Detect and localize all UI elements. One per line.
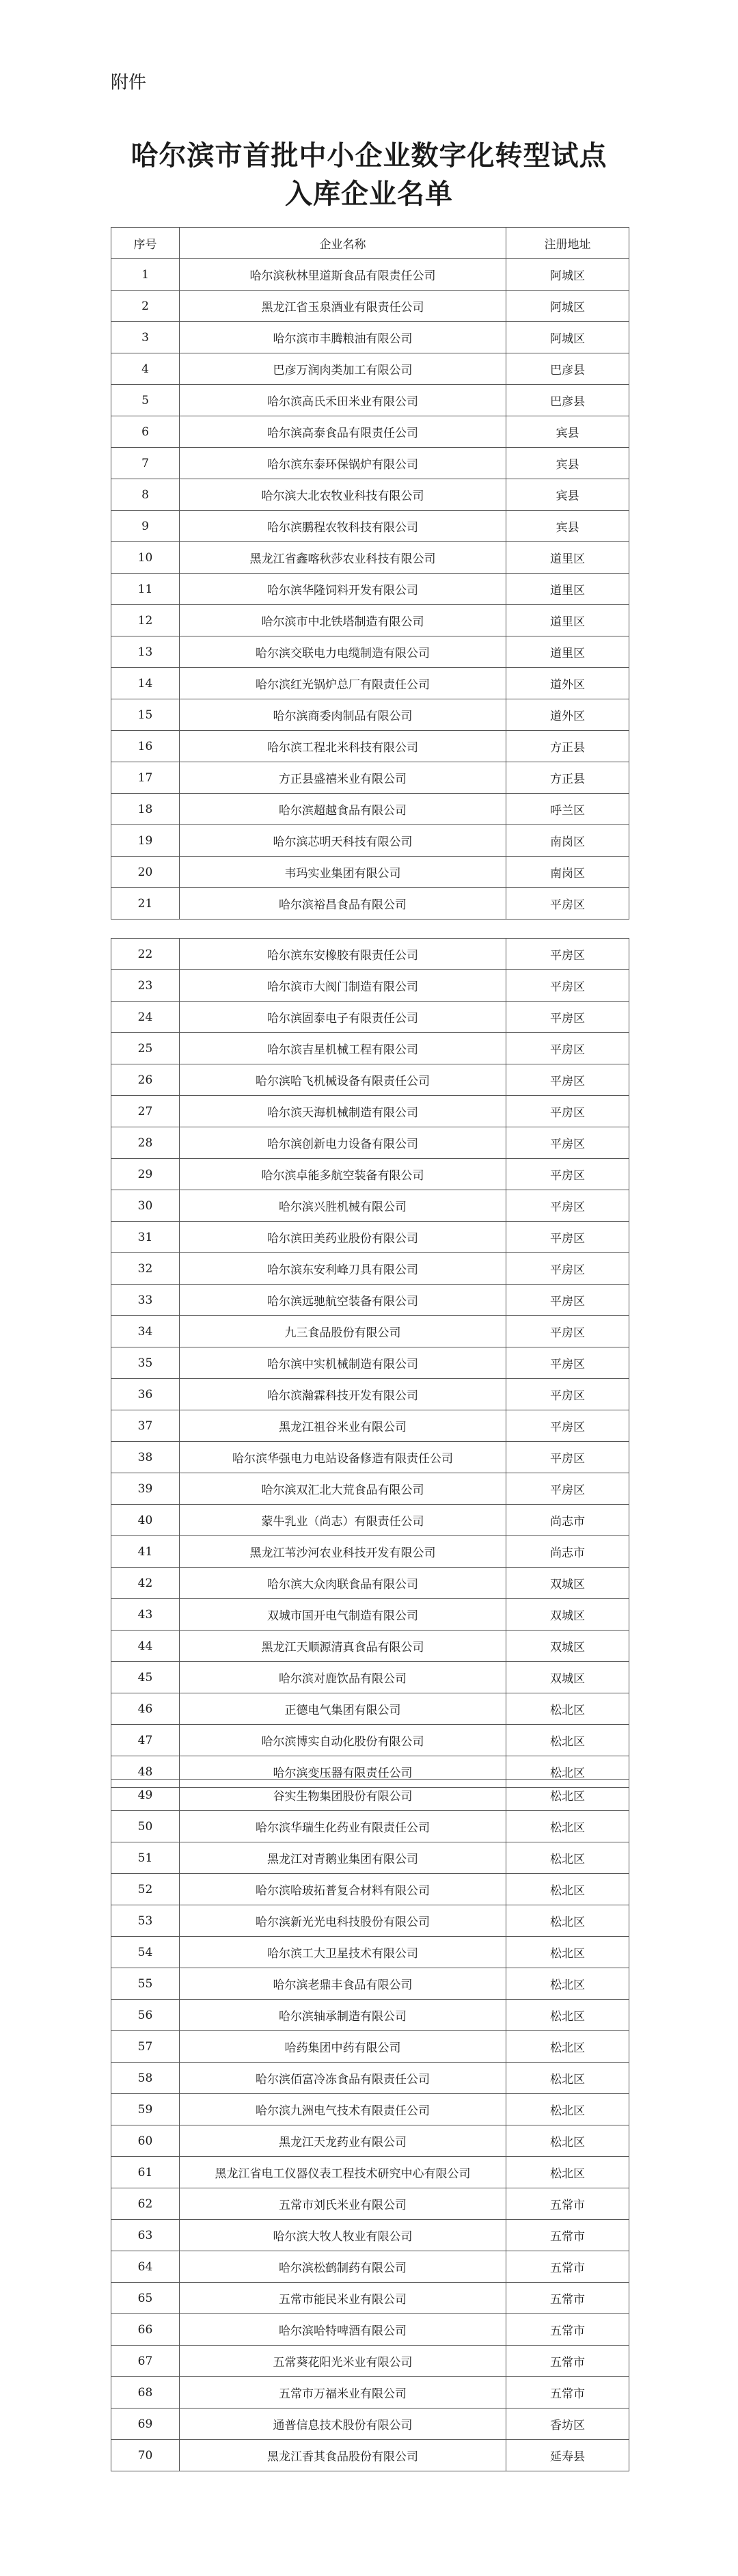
registered-address: 松北区 <box>506 1756 629 1788</box>
registered-address: 平房区 <box>506 1316 629 1347</box>
company-name: 哈尔滨高氏禾田米业有限公司 <box>180 385 506 416</box>
registered-address: 平房区 <box>506 1096 629 1127</box>
registered-address: 宾县 <box>506 416 629 448</box>
table-row <box>111 1725 629 1756</box>
registered-address: 五常市 <box>506 2251 629 2283</box>
registered-address: 道里区 <box>506 605 629 636</box>
table-row <box>111 2251 629 2283</box>
row-index: 36 <box>111 1379 180 1410</box>
table-row <box>111 511 629 542</box>
table-row <box>111 668 629 699</box>
table-row <box>111 1159 629 1190</box>
row-index: 58 <box>111 2063 180 2094</box>
row-index: 39 <box>111 1473 180 1505</box>
table-row <box>111 2440 629 2471</box>
row-index: 63 <box>111 2220 180 2251</box>
company-name: 哈尔滨新光光电科技股份有限公司 <box>180 1905 506 1937</box>
row-index: 44 <box>111 1631 180 1662</box>
company-name: 哈尔滨东泰环保锅炉有限公司 <box>180 448 506 479</box>
registered-address: 香坊区 <box>506 2409 629 2440</box>
row-index: 2 <box>111 291 180 322</box>
table-row <box>111 2000 629 2031</box>
row-index: 57 <box>111 2031 180 2063</box>
row-index: 61 <box>111 2157 180 2188</box>
table-row <box>111 1662 629 1693</box>
company-name: 哈尔滨东安橡胶有限责任公司 <box>180 939 506 970</box>
table-row <box>111 699 629 731</box>
registered-address: 平房区 <box>506 1442 629 1473</box>
table-row <box>111 1316 629 1347</box>
row-index: 10 <box>111 542 180 574</box>
table-row <box>111 1905 629 1937</box>
company-name: 黑龙江天顺源清真食品有限公司 <box>180 1631 506 1662</box>
table-row <box>111 970 629 1002</box>
header-index: 序号 <box>111 228 180 259</box>
row-index: 28 <box>111 1127 180 1159</box>
row-index: 47 <box>111 1725 180 1756</box>
row-index: 4 <box>111 353 180 385</box>
table-row <box>111 2283 629 2314</box>
company-name: 哈尔滨固泰电子有限责任公司 <box>180 1002 506 1033</box>
row-index: 50 <box>111 1811 180 1842</box>
company-name: 哈尔滨对鹿饮品有限公司 <box>180 1662 506 1693</box>
registered-address: 五常市 <box>506 2283 629 2314</box>
registered-address: 五常市 <box>506 2346 629 2377</box>
row-index: 32 <box>111 1253 180 1285</box>
table-row <box>111 857 629 888</box>
registered-address: 延寿县 <box>506 2440 629 2471</box>
registered-address: 道里区 <box>506 636 629 668</box>
table-row <box>111 259 629 291</box>
company-name: 哈药集团中药有限公司 <box>180 2031 506 2063</box>
row-index: 13 <box>111 636 180 668</box>
table-row <box>111 2157 629 2188</box>
registered-address: 平房区 <box>506 939 629 970</box>
table-row <box>111 574 629 605</box>
registered-address: 平房区 <box>506 1473 629 1505</box>
document-title-line-1: 哈尔滨市首批中小企业数字化转型试点 <box>131 140 607 172</box>
table-row <box>111 1473 629 1505</box>
registered-address: 宾县 <box>506 479 629 511</box>
row-index: 54 <box>111 1937 180 1968</box>
table-row <box>111 322 629 353</box>
registered-address: 松北区 <box>506 1968 629 2000</box>
company-name: 五常市万福米业有限公司 <box>180 2377 506 2409</box>
registered-address: 五常市 <box>506 2377 629 2409</box>
table-row <box>111 1599 629 1631</box>
row-index: 70 <box>111 2440 180 2471</box>
row-index: 49 <box>111 1780 180 1811</box>
row-index: 38 <box>111 1442 180 1473</box>
table-row <box>111 731 629 762</box>
registered-address: 平房区 <box>506 1222 629 1253</box>
registered-address: 阿城区 <box>506 259 629 291</box>
registered-address: 平房区 <box>506 1285 629 1316</box>
table-row <box>111 1968 629 2000</box>
company-name: 五常葵花阳光米业有限公司 <box>180 2346 506 2377</box>
company-name: 哈尔滨市丰腾粮油有限公司 <box>180 322 506 353</box>
registered-address: 阿城区 <box>506 291 629 322</box>
table-row <box>111 1693 629 1725</box>
registered-address: 道里区 <box>506 542 629 574</box>
registered-address: 宾县 <box>506 511 629 542</box>
table-row <box>111 1033 629 1064</box>
registered-address: 松北区 <box>506 1780 629 1811</box>
registered-address: 平房区 <box>506 1064 629 1096</box>
row-index: 64 <box>111 2251 180 2283</box>
row-index: 5 <box>111 385 180 416</box>
company-name: 哈尔滨超越食品有限公司 <box>180 794 506 825</box>
row-index: 15 <box>111 699 180 731</box>
row-index: 1 <box>111 259 180 291</box>
row-index: 17 <box>111 762 180 794</box>
registered-address: 松北区 <box>506 1693 629 1725</box>
company-name: 韦玛实业集团有限公司 <box>180 857 506 888</box>
registered-address: 道外区 <box>506 668 629 699</box>
company-name: 黑龙江香其食品股份有限公司 <box>180 2440 506 2471</box>
company-name: 哈尔滨变压器有限责任公司 <box>180 1756 506 1788</box>
table-row <box>111 605 629 636</box>
enterprise-table-page-1 <box>111 227 629 920</box>
registered-address: 呼兰区 <box>506 794 629 825</box>
company-name: 哈尔滨哈飞机械设备有限责任公司 <box>180 1064 506 1096</box>
company-name: 哈尔滨华强电力电站设备修造有限责任公司 <box>180 1442 506 1473</box>
table-row <box>111 2094 629 2125</box>
company-name: 哈尔滨市大阀门制造有限公司 <box>180 970 506 1002</box>
company-name: 九三食品股份有限公司 <box>180 1316 506 1347</box>
company-name: 黑龙江省玉泉酒业有限责任公司 <box>180 291 506 322</box>
company-name: 哈尔滨鹏程农牧科技有限公司 <box>180 511 506 542</box>
table-row <box>111 1442 629 1473</box>
company-name: 方正县盛禧米业有限公司 <box>180 762 506 794</box>
header-registered-address: 注册地址 <box>506 228 629 259</box>
table-row <box>111 1568 629 1599</box>
row-index: 45 <box>111 1662 180 1693</box>
table-row <box>111 1002 629 1033</box>
table-row <box>111 385 629 416</box>
row-index: 66 <box>111 2314 180 2346</box>
table-row <box>111 2063 629 2094</box>
table-row <box>111 762 629 794</box>
row-index: 60 <box>111 2125 180 2157</box>
row-index: 21 <box>111 888 180 920</box>
registered-address: 平房区 <box>506 1002 629 1033</box>
table-row <box>111 1780 629 1811</box>
table-row <box>111 1811 629 1842</box>
registered-address: 尚志市 <box>506 1536 629 1568</box>
table-row <box>111 1536 629 1568</box>
company-name: 哈尔滨双汇北大荒食品有限公司 <box>180 1473 506 1505</box>
company-name: 哈尔滨佰富冷冻食品有限责任公司 <box>180 2063 506 2094</box>
company-name: 哈尔滨红光锅炉总厂有限责任公司 <box>180 668 506 699</box>
registered-address: 平房区 <box>506 1347 629 1379</box>
registered-address: 平房区 <box>506 1253 629 1285</box>
row-index: 59 <box>111 2094 180 2125</box>
company-name: 哈尔滨吉星机械工程有限公司 <box>180 1033 506 1064</box>
company-name: 哈尔滨松鹤制药有限公司 <box>180 2251 506 2283</box>
table-row <box>111 2220 629 2251</box>
row-index: 41 <box>111 1536 180 1568</box>
registered-address: 五常市 <box>506 2188 629 2220</box>
row-index: 52 <box>111 1874 180 1905</box>
table-row <box>111 1347 629 1379</box>
row-index: 20 <box>111 857 180 888</box>
table-row <box>111 1874 629 1905</box>
row-index: 37 <box>111 1410 180 1442</box>
registered-address: 松北区 <box>506 2031 629 2063</box>
company-name: 正德电气集团有限公司 <box>180 1693 506 1725</box>
table-row <box>111 1096 629 1127</box>
registered-address: 平房区 <box>506 970 629 1002</box>
registered-address: 南岗区 <box>506 857 629 888</box>
table-row <box>111 825 629 857</box>
table-row <box>111 448 629 479</box>
company-name: 哈尔滨大众肉联食品有限公司 <box>180 1568 506 1599</box>
table-row <box>111 353 629 385</box>
row-index: 43 <box>111 1599 180 1631</box>
row-index: 53 <box>111 1905 180 1937</box>
row-index: 69 <box>111 2409 180 2440</box>
enterprise-table-page-3 <box>111 1779 629 2471</box>
company-name: 哈尔滨大北农牧业科技有限公司 <box>180 479 506 511</box>
table-row <box>111 1505 629 1536</box>
company-name: 黑龙江省电工仪器仪表工程技术研究中心有限公司 <box>180 2157 506 2188</box>
table-row <box>111 794 629 825</box>
company-name: 黑龙江天龙药业有限公司 <box>180 2125 506 2157</box>
registered-address: 巴彦县 <box>506 353 629 385</box>
registered-address: 阿城区 <box>506 322 629 353</box>
document-title-line-2: 入库企业名单 <box>285 178 453 210</box>
row-index: 65 <box>111 2283 180 2314</box>
table-row <box>111 1253 629 1285</box>
row-index: 33 <box>111 1285 180 1316</box>
table-row <box>111 2377 629 2409</box>
table-row <box>111 2188 629 2220</box>
row-index: 16 <box>111 731 180 762</box>
company-name: 哈尔滨卓能多航空装备有限公司 <box>180 1159 506 1190</box>
company-name: 哈尔滨创新电力设备有限公司 <box>180 1127 506 1159</box>
registered-address: 松北区 <box>506 1937 629 1968</box>
row-index: 23 <box>111 970 180 1002</box>
registered-address: 平房区 <box>506 1379 629 1410</box>
company-name: 哈尔滨芯明天科技有限公司 <box>180 825 506 857</box>
row-index: 11 <box>111 574 180 605</box>
row-index: 31 <box>111 1222 180 1253</box>
table-row <box>111 2031 629 2063</box>
company-name: 哈尔滨天海机械制造有限公司 <box>180 1096 506 1127</box>
row-index: 22 <box>111 939 180 970</box>
registered-address: 五常市 <box>506 2314 629 2346</box>
row-index: 55 <box>111 1968 180 2000</box>
row-index: 42 <box>111 1568 180 1599</box>
company-name: 哈尔滨中实机械制造有限公司 <box>180 1347 506 1379</box>
company-name: 哈尔滨裕昌食品有限公司 <box>180 888 506 920</box>
table-row <box>111 542 629 574</box>
table-row <box>111 939 629 970</box>
registered-address: 平房区 <box>506 1410 629 1442</box>
table-row <box>111 888 629 920</box>
registered-address: 双城区 <box>506 1631 629 1662</box>
table-row <box>111 1127 629 1159</box>
row-index: 18 <box>111 794 180 825</box>
company-name: 双城市国开电气制造有限公司 <box>180 1599 506 1631</box>
registered-address: 双城区 <box>506 1599 629 1631</box>
company-name: 哈尔滨哈特啤酒有限公司 <box>180 2314 506 2346</box>
row-index: 8 <box>111 479 180 511</box>
row-index: 56 <box>111 2000 180 2031</box>
company-name: 哈尔滨轴承制造有限公司 <box>180 2000 506 2031</box>
company-name: 五常市刘氏米业有限公司 <box>180 2188 506 2220</box>
company-name: 哈尔滨瀚霖科技开发有限公司 <box>180 1379 506 1410</box>
row-index: 12 <box>111 605 180 636</box>
registered-address: 南岗区 <box>506 825 629 857</box>
row-index: 14 <box>111 668 180 699</box>
registered-address: 道里区 <box>506 574 629 605</box>
table-row <box>111 2409 629 2440</box>
registered-address: 尚志市 <box>506 1505 629 1536</box>
registered-address: 松北区 <box>506 1874 629 1905</box>
company-name: 哈尔滨老鼎丰食品有限公司 <box>180 1968 506 2000</box>
row-index: 24 <box>111 1002 180 1033</box>
registered-address: 宾县 <box>506 448 629 479</box>
company-name: 哈尔滨九洲电气技术有限责任公司 <box>180 2094 506 2125</box>
row-index: 30 <box>111 1190 180 1222</box>
company-name: 通普信息技术股份有限公司 <box>180 2409 506 2440</box>
attachment-label: 附件 <box>111 72 147 93</box>
row-index: 48 <box>111 1756 180 1788</box>
company-name: 蒙牛乳业（尚志）有限责任公司 <box>180 1505 506 1536</box>
company-name: 哈尔滨大牧人牧业有限公司 <box>180 2220 506 2251</box>
row-index: 62 <box>111 2188 180 2220</box>
registered-address: 平房区 <box>506 1159 629 1190</box>
registered-address: 平房区 <box>506 888 629 920</box>
company-name: 黑龙江对青鹅业集团有限公司 <box>180 1842 506 1874</box>
row-index: 40 <box>111 1505 180 1536</box>
row-index: 19 <box>111 825 180 857</box>
table-row <box>111 1631 629 1662</box>
registered-address: 双城区 <box>506 1568 629 1599</box>
company-name: 黑龙江省鑫喀秋莎农业科技有限公司 <box>180 542 506 574</box>
registered-address: 平房区 <box>506 1127 629 1159</box>
company-name: 哈尔滨华瑞生化药业有限责任公司 <box>180 1811 506 1842</box>
company-name: 巴彦万润肉类加工有限公司 <box>180 353 506 385</box>
registered-address: 方正县 <box>506 731 629 762</box>
registered-address: 五常市 <box>506 2220 629 2251</box>
company-name: 谷实生物集团股份有限公司 <box>180 1780 506 1811</box>
row-index: 27 <box>111 1096 180 1127</box>
row-index: 46 <box>111 1693 180 1725</box>
enterprise-table-page-2 <box>111 938 629 1788</box>
row-index: 67 <box>111 2346 180 2377</box>
table-row <box>111 1410 629 1442</box>
company-name: 哈尔滨市中北铁塔制造有限公司 <box>180 605 506 636</box>
table-row <box>111 479 629 511</box>
table-row <box>111 2125 629 2157</box>
row-index: 51 <box>111 1842 180 1874</box>
company-name: 哈尔滨华隆饲料开发有限公司 <box>180 574 506 605</box>
row-index: 26 <box>111 1064 180 1096</box>
registered-address: 松北区 <box>506 1842 629 1874</box>
row-index: 34 <box>111 1316 180 1347</box>
registered-address: 松北区 <box>506 2157 629 2188</box>
company-name: 哈尔滨工大卫星技术有限公司 <box>180 1937 506 1968</box>
table-row <box>111 636 629 668</box>
table-row <box>111 2314 629 2346</box>
company-name: 哈尔滨东安利峰刀具有限公司 <box>180 1253 506 1285</box>
registered-address: 松北区 <box>506 2125 629 2157</box>
row-index: 35 <box>111 1347 180 1379</box>
company-name: 哈尔滨商委肉制品有限公司 <box>180 699 506 731</box>
row-index: 9 <box>111 511 180 542</box>
company-name: 哈尔滨田美药业股份有限公司 <box>180 1222 506 1253</box>
company-name: 哈尔滨工程北米科技有限公司 <box>180 731 506 762</box>
company-name: 黑龙江祖谷米业有限公司 <box>180 1410 506 1442</box>
row-index: 7 <box>111 448 180 479</box>
registered-address: 平房区 <box>506 1190 629 1222</box>
row-index: 68 <box>111 2377 180 2409</box>
company-name: 哈尔滨哈玻拓普复合材料有限公司 <box>180 1874 506 1905</box>
header-company-name: 企业名称 <box>180 228 506 259</box>
company-name: 哈尔滨兴胜机械有限公司 <box>180 1190 506 1222</box>
registered-address: 松北区 <box>506 1811 629 1842</box>
company-name: 哈尔滨交联电力电缆制造有限公司 <box>180 636 506 668</box>
registered-address: 松北区 <box>506 2000 629 2031</box>
row-index: 3 <box>111 322 180 353</box>
table-row <box>111 1064 629 1096</box>
company-name: 哈尔滨远驰航空装备有限公司 <box>180 1285 506 1316</box>
table-row <box>111 291 629 322</box>
table-row <box>111 1222 629 1253</box>
table-row <box>111 1842 629 1874</box>
company-name: 五常市能民米业有限公司 <box>180 2283 506 2314</box>
table-row <box>111 1190 629 1222</box>
table-row <box>111 1285 629 1316</box>
registered-address: 松北区 <box>506 2063 629 2094</box>
company-name: 哈尔滨高泰食品有限责任公司 <box>180 416 506 448</box>
row-index: 29 <box>111 1159 180 1190</box>
registered-address: 道外区 <box>506 699 629 731</box>
registered-address: 方正县 <box>506 762 629 794</box>
row-index: 6 <box>111 416 180 448</box>
table-row <box>111 1379 629 1410</box>
table-row <box>111 416 629 448</box>
registered-address: 平房区 <box>506 1033 629 1064</box>
table-row <box>111 1937 629 1968</box>
registered-address: 松北区 <box>506 1905 629 1937</box>
registered-address: 巴彦县 <box>506 385 629 416</box>
registered-address: 松北区 <box>506 2094 629 2125</box>
company-name: 哈尔滨博实自动化股份有限公司 <box>180 1725 506 1756</box>
table-header-row <box>111 228 629 259</box>
table-row <box>111 2346 629 2377</box>
registered-address: 双城区 <box>506 1662 629 1693</box>
company-name: 黑龙江苇沙河农业科技开发有限公司 <box>180 1536 506 1568</box>
company-name: 哈尔滨秋林里道斯食品有限责任公司 <box>180 259 506 291</box>
row-index: 25 <box>111 1033 180 1064</box>
registered-address: 松北区 <box>506 1725 629 1756</box>
